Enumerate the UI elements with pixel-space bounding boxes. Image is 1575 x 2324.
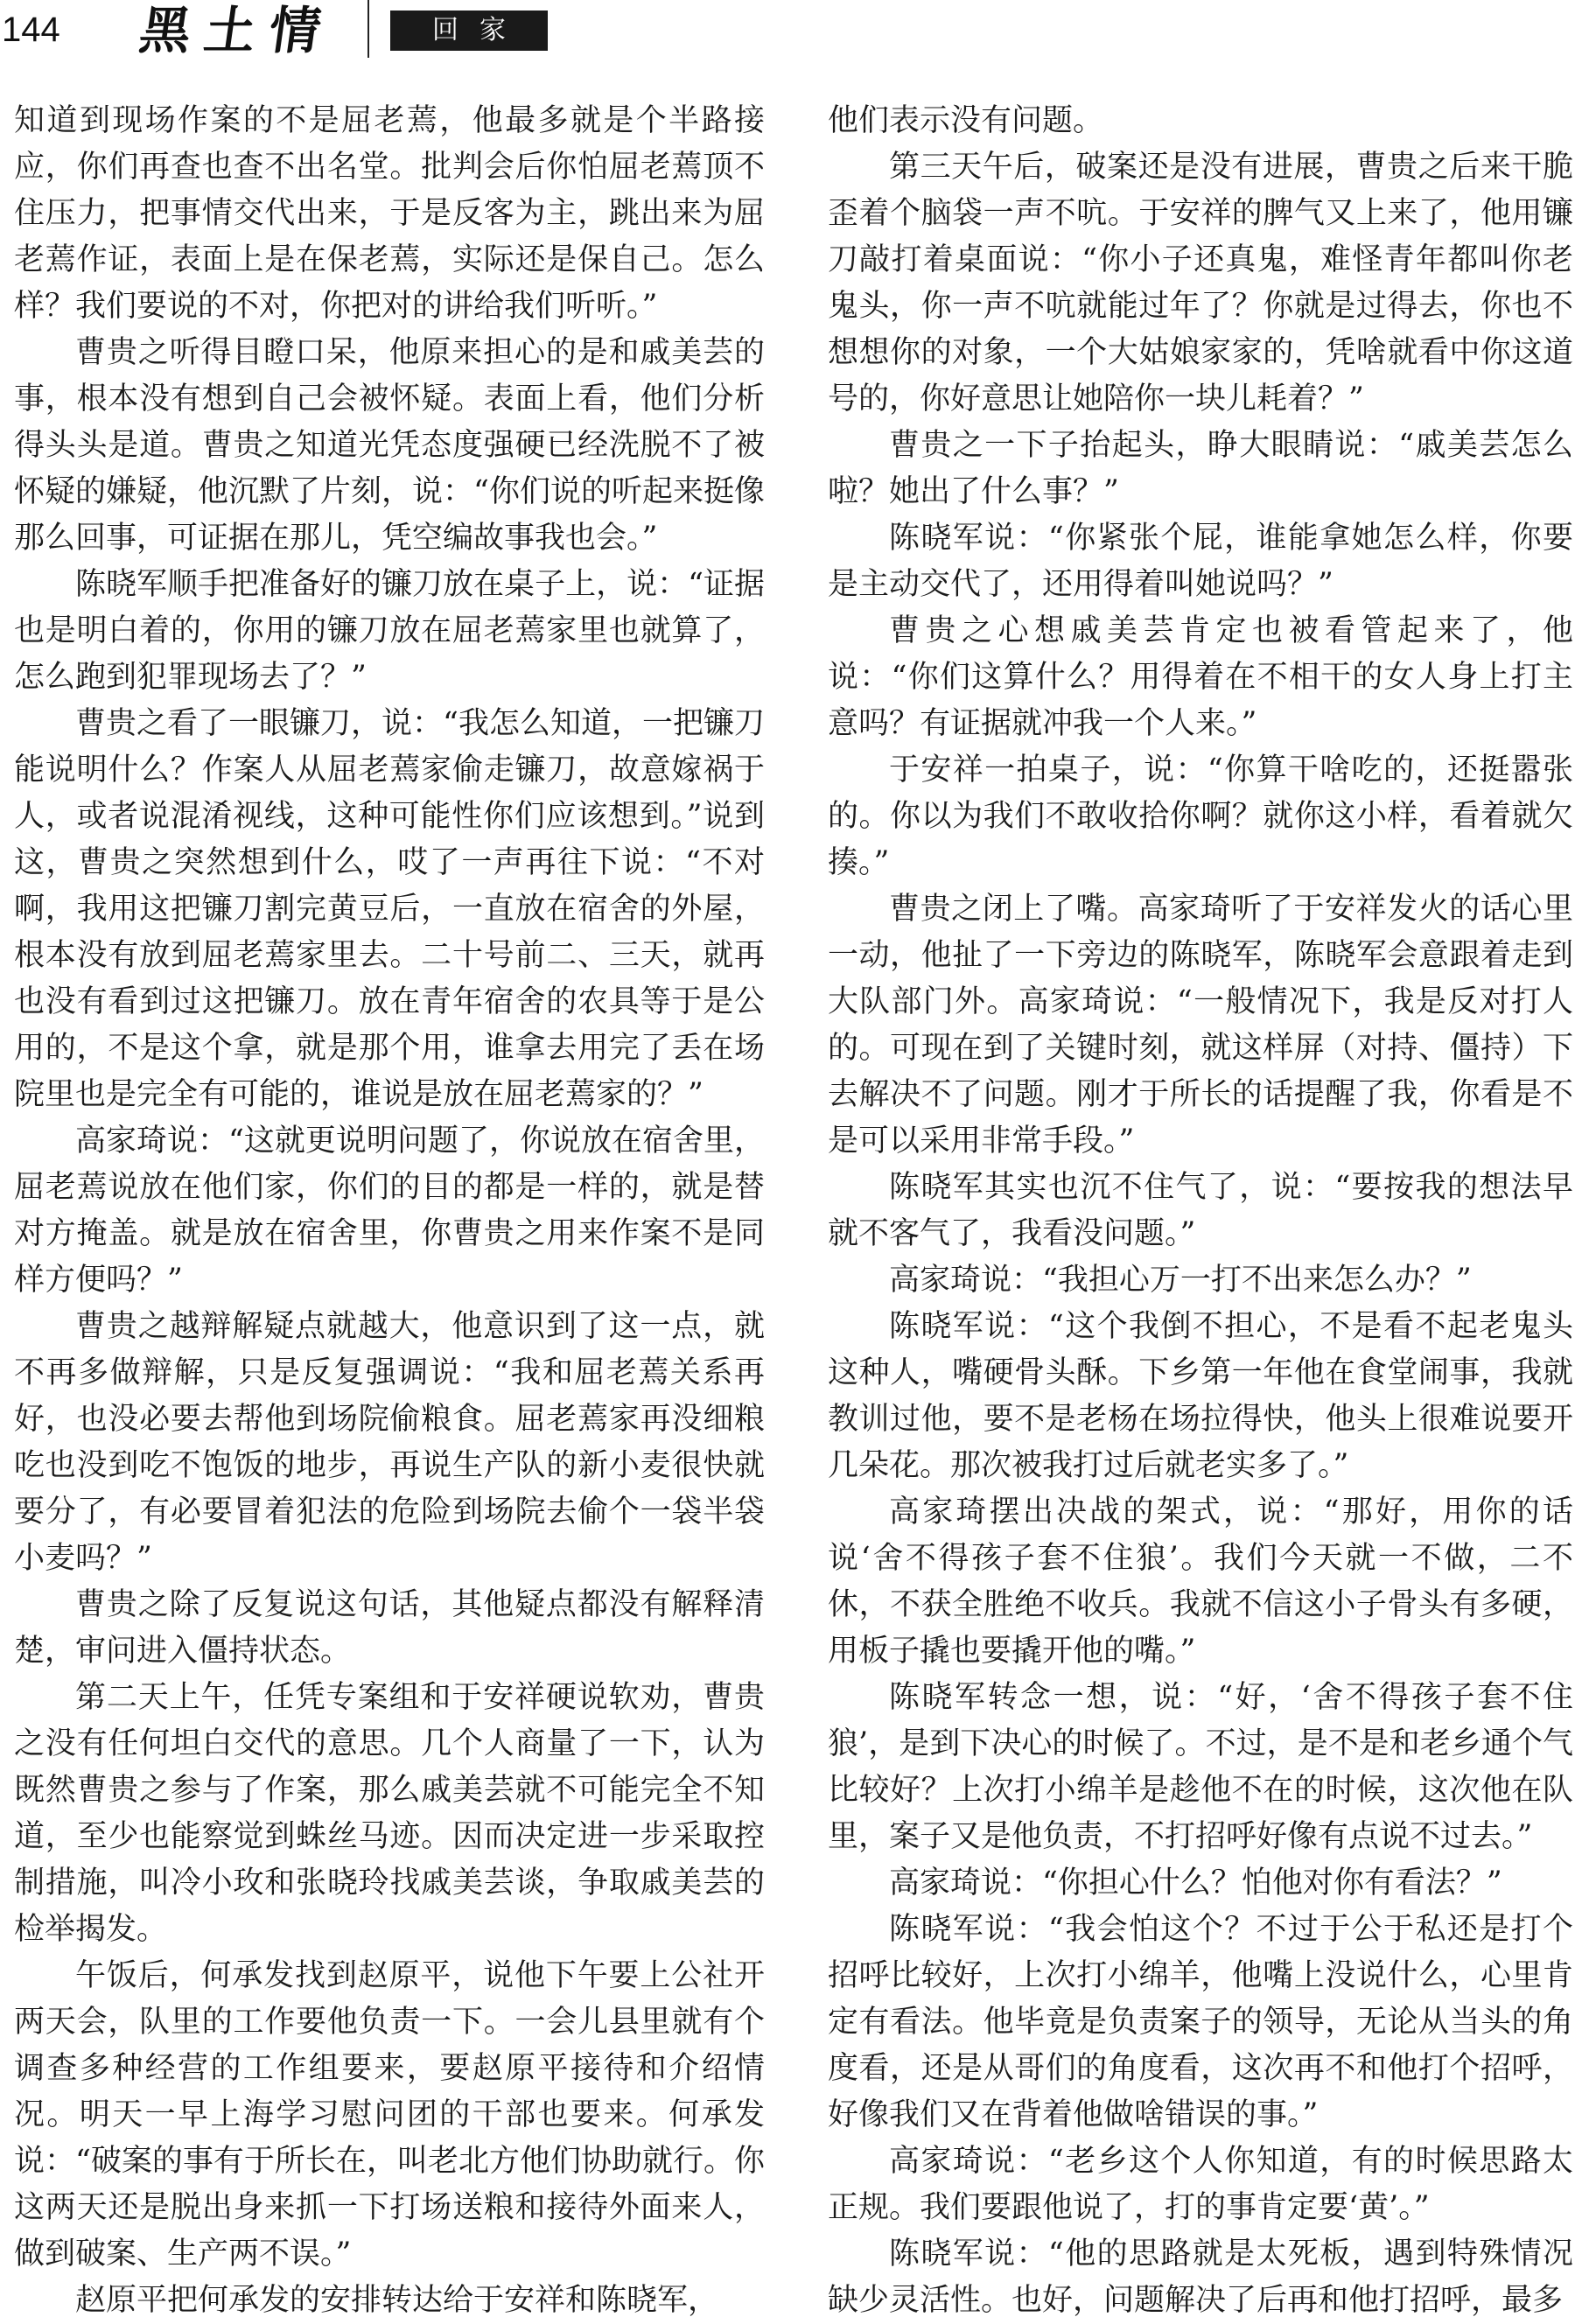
right-text-column xyxy=(828,98,1573,2318)
paragraph: 曹贵之看了一眼镰刀，说：“我怎么知道，一把镰刀能说明什么？作案人从屈老蔫家偷走镰刀，故意嫁祸于人，或者说混淆视线，这种可能性你们应该想到。”说到这，曹贵之突然想到什么，哎了一声再往下说：“不对啊，我用这把镰刀割完黄豆后，一直放在宿舍的外屋，根本没有放到屈老蔫家里去。二十号前二、三天，就再也没有看到过这把镰刀。放在青年宿舍的农具等于是公用的，不是这个拿，就是那个用，谁拿去用完了丢在场院里也是完全有可能的，谁说是放在屈老蔫家的？” xyxy=(14,706,765,1112)
paragraph: 陈晓军说：“你紧张个屁，谁能拿她怎么样，你要是主动交代了，还用得着叫她说吗？” xyxy=(828,521,1573,602)
paragraph: 陈晓军顺手把准备好的镰刀放在桌子上，说：“证据也是明白着的，你用的镰刀放在屈老蔫家里也就算了，怎么跑到犯罪现场去了？” xyxy=(14,567,765,695)
paragraph: 曹贵之一下子抬起头，睁大眼睛说：“戚美芸怎么啦？她出了什么事？” xyxy=(828,428,1573,509)
paragraph: 陈晓军说：“我会怕这个？不过于公于私还是打个招呼比较好，上次打小绵羊，他嘴上没说什么，心里肯定有看法。他毕竟是负责案子的领导，无论从当头的角度看，还是从哥们的角度看，这次再不和他打个招呼，好像我们又在背着他做啥错误的事。” xyxy=(828,1912,1573,2132)
magazine-title: 黑土情 xyxy=(136,1,339,60)
paragraph: 高家琦摆出决战的架式，说：“那好，用你的话说‘舍不得孩子套不住狼’。我们今天就一不做，二不休，不获全胜绝不收兵。我就不信这小子骨头有多硬，用板子撬也要撬开他的嘴。” xyxy=(828,1494,1573,1669)
paragraph: 午饭后，何承发找到赵原平，说他下午要上公社开两天会，队里的工作要他负责一下。一会儿县里就有个调查多种经营的工作组要来，要赵原平接待和介绍情况。明天一早上海学习慰问团的干部也要来。何承发说：“破案的事有于所长在，叫老北方他们协助就行。你这两天还是脱出身来抓一下打场送粮和接待外面来人，做到破案、生产两不误。” xyxy=(14,1958,765,2272)
page-header xyxy=(0,0,1575,61)
paragraph: 陈晓军转念一想，说：“好，‘舍不得孩子套不住狼’，是到下决心的时候了。不过，是不是和老乡通个气比较好？上次打小绵羊是趁他不在的时候，这次他在队里，案子又是他负责，不打招呼好像有点说不过去。” xyxy=(828,1680,1573,1854)
paragraph: 高家琦说：“你担心什么？怕他对你有看法？” xyxy=(889,1866,1502,1900)
paragraph: 知道到现场作案的不是屈老蔫，他最多就是个半路接应，你们再查也查不出名堂。批判会后你怕屈老蔫顶不住压力，把事情交代出来，于是反客为主，跳出来为屈老蔫作证，表面上是在保老蔫，实际还是保自己。怎么样？我们要说的不对，你把对的讲给我们听听。” xyxy=(14,103,765,324)
paragraph: 他们表示没有问题。 xyxy=(828,103,1104,138)
paragraph: 曹贵之除了反复说这句话，其他疑点都没有解释清楚，审问进入僵持状态。 xyxy=(14,1587,765,1669)
paragraph: 曹贵之心想戚美芸肯定也被看管起来了，他说：“你们这算什么？用得着在不相干的女人身上打主意吗？有证据就冲我一个人来。” xyxy=(828,613,1573,741)
section-label: 回家 xyxy=(390,10,548,51)
paragraph: 高家琦说：“我担心万一打不出来怎么办？” xyxy=(889,1263,1472,1298)
paragraph: 高家琦说：“老乡这个人你知道，有的时候思路太正规。我们要跟他说了，打的事肯定要‘黄’。” xyxy=(828,2144,1573,2225)
paragraph: 曹贵之闭上了嘴。高家琦听了于安祥发火的话心里一动，他扯了一下旁边的陈晓军，陈晓军会意跟着走到大队部门外。高家琦说：“一般情况下，我是反对打人的。可现在到了关键时刻，就这样屏（对持、僵持）下去解决不了问题。刚才于所长的话提醒了我，你看是不是可以采用非常手段。” xyxy=(828,892,1573,1158)
paragraph: 于安祥一拍桌子，说：“你算干啥吃的，还挺嚣张的。你以为我们不敢收拾你啊？就你这小样，看着就欠揍。” xyxy=(828,752,1573,880)
paragraph: 赵原平把何承发的安排转达给于安祥和陈晓军， xyxy=(75,2283,719,2318)
paragraph: 曹贵之越辩解疑点就越大，他意识到了这一点，就不再多做辩解，只是反复强调说：“我和屈老蔫关系再好，也没必要去帮他到场院偷粮食。屈老蔫家再没细粮吃也没到吃不饱饭的地步，再说生产队的新小麦很快就要分了，有必要冒着犯法的危险到场院去偷个一袋半袋小麦吗？” xyxy=(14,1309,765,1576)
paragraph: 曹贵之听得目瞪口呆，他原来担心的是和戚美芸的事，根本没有想到自己会被怀疑。表面上看，他们分析得头头是道。曹贵之知道光凭态度强硬已经洗脱不了被怀疑的嫌疑，他沉默了片刻，说：“你们说的听起来挺像那么回事，可证据在那儿，凭空编故事我也会。” xyxy=(14,335,765,556)
header-divider xyxy=(368,0,369,58)
paragraph: 高家琦说：“这就更说明问题了，你说放在宿舍里，屈老蔫说放在他们家，你们的目的都是一样的，就是替对方掩盖。就是放在宿舍里，你曹贵之用来作案不是同样方便吗？” xyxy=(14,1124,765,1298)
page-number: 144 xyxy=(2,10,60,49)
paragraph: 陈晓军说：“这个我倒不担心，不是看不起老鬼头这种人，嘴硬骨头酥。下乡第一年他在食堂闹事，我就教训过他，要不是老杨在场拉得快，他头上很难说要开几朵花。那次被我打过后就老实多了。” xyxy=(828,1309,1573,1483)
paragraph: 第二天上午，任凭专案组和于安祥硬说软劝，曹贵之没有任何坦白交代的意思。几个人商量了一下，认为既然曹贵之参与了作案，那么戚美芸就不可能完全不知道，至少也能察觉到蛛丝马迹。因而决定进一步采取控制措施，叫冷小玫和张晓玲找戚美芸谈，争取戚美芸的检举揭发。 xyxy=(14,1680,765,1947)
paragraph: 陈晓军说：“他的思路就是太死板，遇到特殊情况缺少灵活性。也好，问题解决了后再和他打招呼，最多 xyxy=(828,2236,1573,2318)
left-text-column xyxy=(14,98,765,2318)
paragraph: 第三天午后，破案还是没有进展，曹贵之后来干脆歪着个脑袋一声不吭。于安祥的脾气又上来了，他用镰刀敲打着桌面说：“你小子还真鬼，难怪青年都叫你老鬼头，你一声不吭就能过年了？你就是过得去，你也不想想你的对象，一个大姑娘家家的，凭啥就看中你这道号的，你好意思让她陪你一块儿耗着？” xyxy=(828,150,1573,416)
paragraph: 陈晓军其实也沉不住气了，说：“要按我的想法早就不客气了，我看没问题。” xyxy=(828,1170,1573,1251)
